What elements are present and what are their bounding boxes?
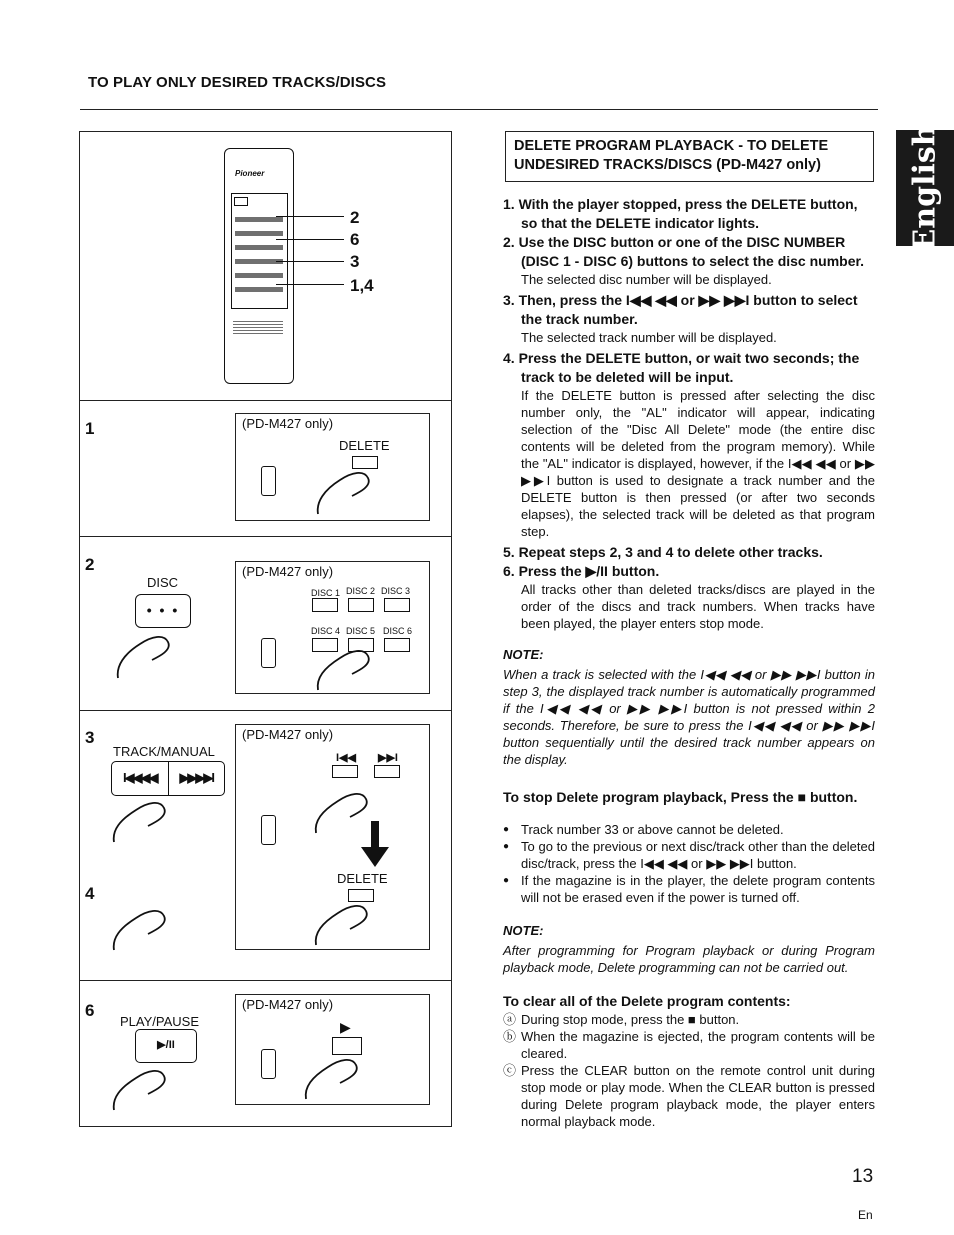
disc-key: [312, 598, 338, 612]
item-marker: ⓒ: [503, 1063, 517, 1078]
step-number: 1: [85, 419, 95, 438]
remote-button-grid: [235, 213, 283, 301]
clear-item-text: Press the CLEAR button on the remote control unit during stop mode or play mode. When the CLEAR button is pressed during Delete program playback mode, the player enters normal playback mode.: [521, 1063, 875, 1129]
remote-small-icon: [261, 638, 276, 668]
header-rule: [80, 109, 878, 110]
play-pause-button: [135, 1029, 197, 1063]
disc-key: [384, 598, 410, 612]
clear-item-text: When the magazine is ejected, the program contents will be cleared.: [521, 1029, 875, 1061]
disc-key-label: DISC 4: [311, 626, 341, 636]
finger-icon: [312, 901, 376, 947]
step-number: 3: [85, 728, 95, 747]
next-key: [374, 765, 400, 778]
step-text: 6. Press the ▶/II button.: [503, 563, 660, 579]
note-heading: NOTE:: [503, 647, 544, 662]
remote-callout: 6: [350, 230, 360, 249]
disc-key-label: DISC 1: [311, 588, 341, 598]
language-tab-label: English: [907, 124, 943, 252]
prev-key: [332, 765, 358, 778]
play-pause-label: PLAY/PAUSE: [120, 1014, 199, 1029]
clear-item-text: During stop mode, press the ■ button.: [521, 1012, 740, 1027]
step1-inset: [235, 413, 430, 521]
inset-caption: (PD-M427 only): [242, 727, 334, 742]
delete-label: DELETE: [337, 871, 388, 886]
clear-item: [503, 1028, 875, 1062]
callout-line: [276, 284, 344, 285]
step-subtext: The selected track number will be displayed.: [521, 330, 777, 345]
bullet-list: [503, 821, 875, 906]
step-number: 2: [85, 555, 95, 574]
clear-list: [503, 1011, 875, 1130]
finger-icon: [110, 906, 174, 952]
figure-panel: [79, 131, 452, 1127]
step-text: 4. Press the DELETE button, or wait two seconds; the track to be deleted will be input.: [503, 350, 860, 385]
remote-small-icon: [261, 815, 276, 845]
language-tab: [896, 124, 954, 252]
note-text: After programming for Program playback or during Program playback mode, Delete programming can not be carried out.: [503, 943, 875, 975]
disc-key-label: DISC 6: [383, 626, 413, 636]
step-subtext: The selected disc number will be displayed.: [521, 272, 772, 287]
callout-line: [276, 261, 344, 262]
prev-symbol: I◀◀: [336, 752, 356, 764]
play-pause-symbol: ▶/II: [157, 1039, 175, 1051]
disc-key-label: DISC 5: [346, 626, 376, 636]
inset-caption: (PD-M427 only): [242, 564, 334, 579]
arrow-down-icon: [361, 821, 389, 867]
rev-symbol: I◀◀◀◀: [112, 762, 169, 795]
disc-key-label: DISC 2: [346, 586, 376, 596]
remote-small-icon: [261, 1049, 276, 1079]
figure-divider: [80, 980, 451, 981]
inset-caption: (PD-M427 only): [242, 997, 334, 1012]
item-marker: ⓑ: [503, 1029, 517, 1044]
section-heading-box: DELETE PROGRAM PLAYBACK - TO DELETE UNDESIRED TRACKS/DISCS (PD-M427 only): [505, 131, 874, 182]
play-key-symbol: ▶: [340, 1019, 351, 1035]
delete-label: DELETE: [339, 438, 390, 453]
figure-divider: [80, 536, 451, 537]
remote-callout: 1,4: [350, 276, 374, 295]
finger-icon: [314, 466, 378, 516]
step2-inset: [235, 561, 430, 694]
disc-key-label: DISC 3: [381, 586, 411, 596]
section-title: TO PLAY ONLY DESIRED TRACKS/DISCS: [88, 74, 387, 91]
clear-item: [503, 1011, 875, 1028]
disc-key: [384, 638, 410, 652]
track-manual-label: TRACK/MANUAL: [113, 744, 215, 759]
remote-small-icon: [261, 466, 276, 496]
bullet-item: ● To go to the previous or next disc/track other than the deleted disc/track, press the I◀◀ ◀◀ or ▶▶ ▶▶I button.: [503, 838, 875, 872]
disc-key: [348, 598, 374, 612]
step-text: 1. With the player stopped, press the DELETE button, so that the DELETE indicator lights.: [503, 196, 858, 231]
step-text: 3. Then, press the I◀◀ ◀◀ or ▶▶ ▶▶I button to select the track number.: [503, 292, 858, 327]
step-subtext: All tracks other than deleted tracks/discs are played in the order of the discs and track numbers. When tracks have been played, the player enters stop mode.: [521, 582, 875, 631]
step6-inset: [235, 994, 430, 1105]
remote-callout: 2: [350, 208, 360, 227]
callout-line: [276, 216, 344, 217]
instructions-column: [503, 195, 875, 1130]
page-number: 13: [852, 1166, 874, 1187]
remote-button: [234, 197, 248, 206]
finger-icon: [302, 1055, 366, 1101]
finger-icon: [110, 1066, 174, 1112]
figure-divider: [80, 710, 451, 711]
step-number: 4: [85, 884, 95, 903]
finger-icon: [114, 630, 178, 680]
item-marker: ⓐ: [503, 1012, 517, 1027]
language-code: En: [858, 1208, 873, 1222]
remote-callout: 3: [350, 252, 360, 271]
clear-item: [503, 1062, 875, 1130]
note-heading: NOTE:: [503, 923, 544, 938]
next-symbol: ▶▶I: [378, 752, 398, 764]
disc-label: DISC: [147, 575, 179, 590]
note-text: When a track is selected with the I◀◀ ◀◀ or ▶▶ ▶▶I button in step 3, the displayed track number is automatically programmed if the I◀◀ ◀◀ or ▶▶ ▶▶I button is not pressed within 2 seconds. Therefore, be sure to press the I◀◀ ◀◀ or ▶▶ ▶▶I button sequentially until the desired track number appears on the display.: [503, 667, 875, 767]
disc-button-symbol: • • •: [146, 602, 180, 618]
bullet-item: ● If the magazine is in the player, the delete program contents will not be erased even if the power is turned off.: [503, 872, 875, 906]
fwd-symbol: ▶▶▶▶I: [179, 770, 214, 785]
finger-icon: [314, 646, 378, 692]
remote-control: [224, 148, 294, 384]
step-number: 6: [85, 1001, 95, 1020]
finger-icon: [110, 798, 174, 844]
bullet-item: ● Track number 33 or above cannot be deleted.: [503, 821, 875, 838]
inset-caption: (PD-M427 only): [242, 416, 334, 431]
step3-inset: [235, 724, 430, 950]
remote-label: [233, 321, 283, 335]
step-text: 2. Use the DISC button or one of the DISC NUMBER (DISC 1 - DISC 6) buttons to select the disc number.: [503, 234, 865, 269]
figure-divider: [80, 400, 451, 401]
disc-button: [135, 594, 191, 628]
callout-line: [276, 239, 344, 240]
track-manual-button: [111, 761, 225, 796]
remote-brand: Pioneer: [235, 169, 265, 178]
step-subtext: If the DELETE button is pressed after selecting the disc number only, the "AL" indicator will appear, indicating selection of the "Disc All Delete" mode (the entire disc contents will be deleted from the program memory). While the "AL" indicator is displayed, however, if the I◀◀ ◀◀ or ▶▶ ▶▶I button is used to designate a track number and the DELETE button is then pressed (or after two seconds elapses), the selected track will be deleted as that program step.: [521, 388, 875, 539]
play-key: [332, 1037, 362, 1055]
clear-heading: To clear all of the Delete program contents:: [503, 993, 791, 1009]
stop-heading: To stop Delete program playback, Press the ■ button.: [503, 789, 858, 805]
step-text: 5. Repeat steps 2, 3 and 4 to delete other tracks.: [503, 544, 823, 560]
